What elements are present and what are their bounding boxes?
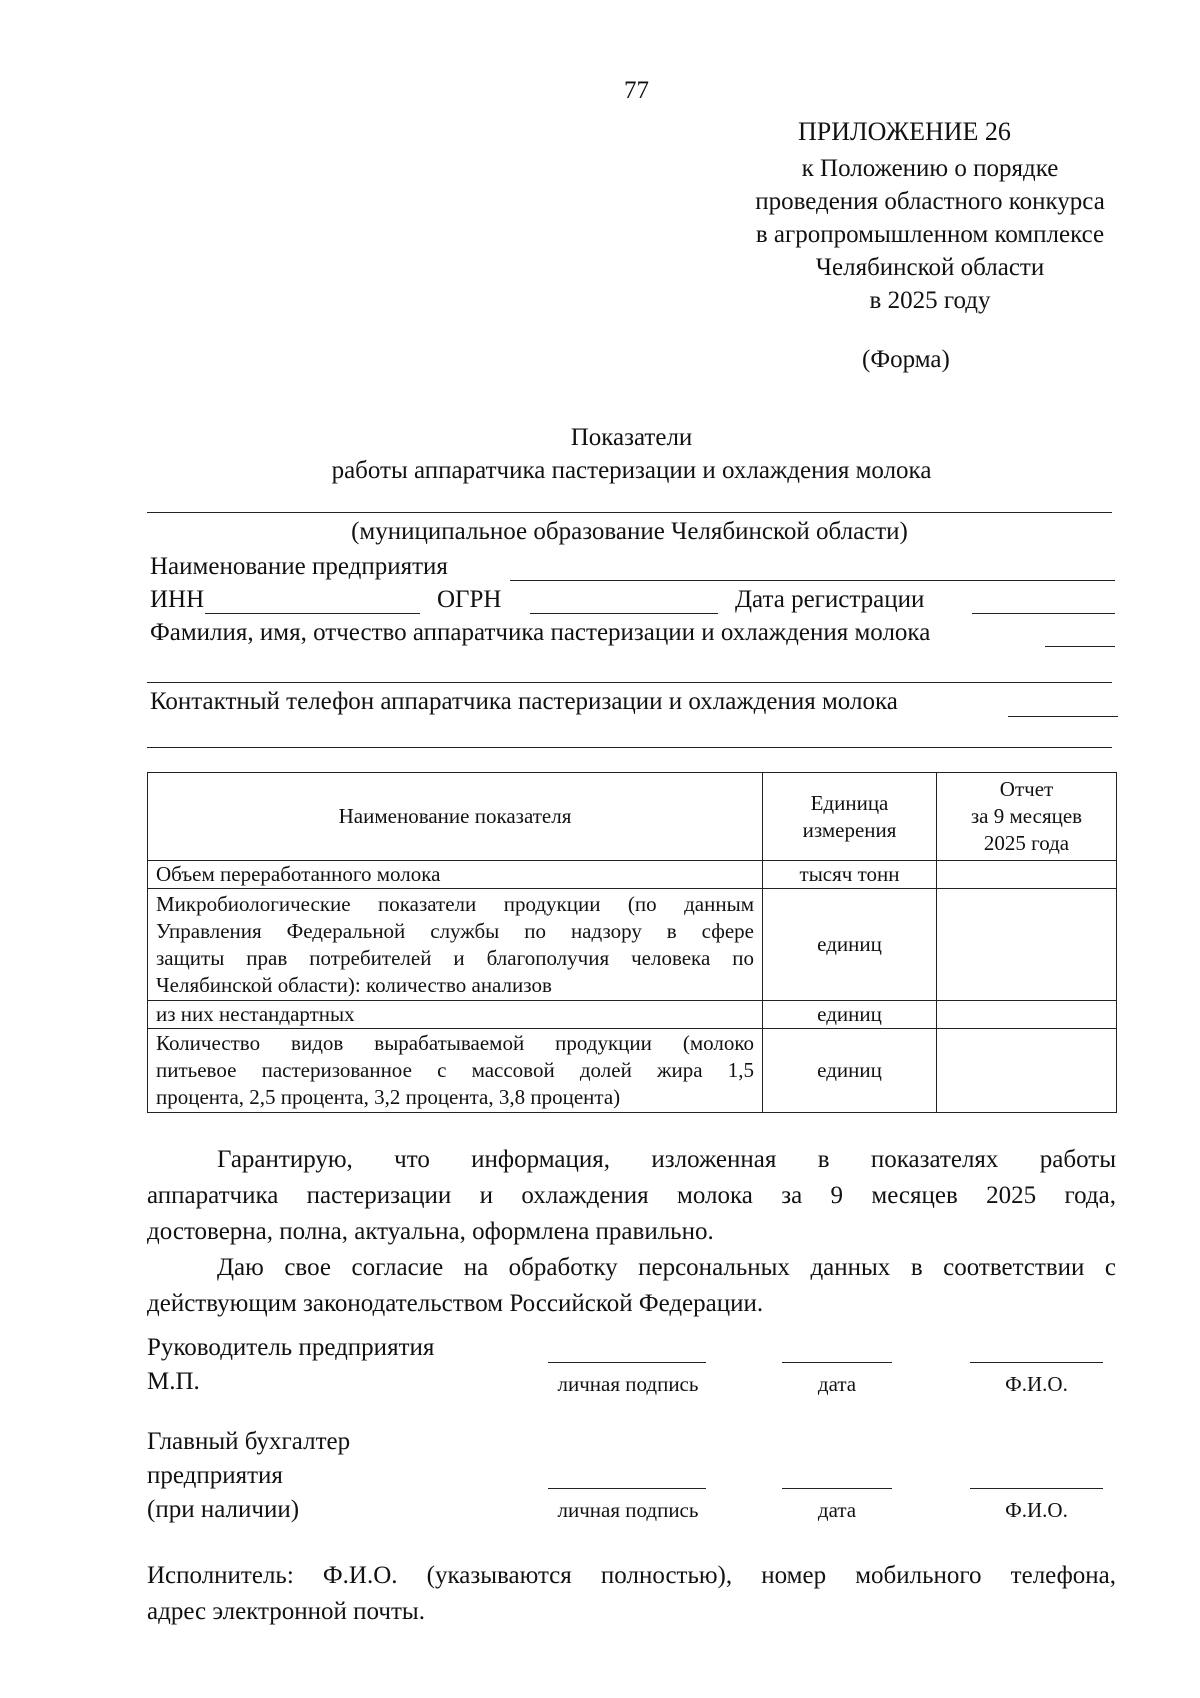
accountant-date-caption: дата [817, 1498, 857, 1522]
row-report-value-cell[interactable] [937, 1029, 1117, 1113]
header-unit-line: Единица [810, 790, 889, 815]
row-report-value-cell[interactable] [937, 1001, 1117, 1029]
consent-line: действующим законодательством Российской Федерации. [147, 1290, 764, 1317]
head-fio-caption: Ф.И.О. [1005, 1372, 1068, 1396]
chief-accountant-label-2: предприятия [147, 1462, 283, 1489]
appendix-line: проведения областного конкурса [755, 188, 1105, 215]
row-name-line: из них нестандартных [156, 1002, 355, 1026]
row-unit: единиц [763, 1029, 937, 1113]
accountant-signature-caption: личная подпись [557, 1498, 699, 1522]
heading-line: работы аппаратчика пастеризации и охлаждения молока [331, 457, 932, 484]
appendix-line: к Положению о порядке [801, 155, 1059, 182]
row-name-line: Челябинской области): количество анализов [156, 972, 552, 997]
guarantee-line: Гарантирую, что информация, изложенная в показателях работы [217, 1146, 1116, 1173]
header-report-line: Отчет [999, 777, 1054, 801]
table-row [148, 1001, 1117, 1029]
row-indicator-name [148, 1001, 763, 1029]
operator-phone-input-line[interactable] [1008, 716, 1118, 717]
ogrn-label: ОГРН [437, 586, 502, 613]
row-unit: тысяч тонн [763, 861, 937, 889]
municipality-caption: (муниципальное образование Челябинской области) [351, 518, 908, 545]
executor-line: адрес электронной почты. [147, 1598, 425, 1625]
row-indicator-name [148, 1029, 763, 1113]
appendix-line: в 2025 году [869, 287, 991, 314]
appendix-reference [700, 152, 1160, 317]
registration-date-input-line[interactable] [972, 613, 1115, 614]
appendix-line: Челябинской области [815, 254, 1045, 281]
row-name-line: Объем переработанного молока [156, 862, 441, 886]
row-indicator-name [148, 861, 763, 889]
accountant-signature-line[interactable] [548, 1488, 706, 1489]
operator-name-label: Фамилия, имя, отчество аппаратчика пастеризации и охлаждения молока [150, 619, 931, 646]
head-date-caption: дата [817, 1372, 857, 1396]
registration-date-label: Дата регистрации [735, 586, 925, 613]
head-date-line[interactable] [782, 1362, 892, 1363]
header-report [937, 773, 1117, 861]
row-report-value-cell[interactable] [937, 889, 1117, 1001]
row-unit: единиц [763, 889, 937, 1001]
header-report-line: за 9 месяцев [970, 804, 1083, 828]
inn-label: ИНН [150, 586, 205, 613]
accountant-fio-line[interactable] [970, 1488, 1103, 1489]
chief-accountant-label: Главный бухгалтер [147, 1428, 351, 1455]
table-row [148, 889, 1117, 1001]
row-name-line: процента, 2,5 процента, 3,2 процента, 3,8 процента) [156, 1085, 621, 1109]
table-header-row [148, 773, 1117, 861]
municipality-input-line[interactable] [147, 512, 1112, 513]
heading-line: Показатели [570, 424, 693, 451]
guarantee-line: аппаратчика пастеризации и охлаждения молока за 9 месяцев 2025 года, [147, 1182, 1116, 1209]
stamp-label: М.П. [147, 1368, 200, 1395]
head-signature-line[interactable] [548, 1362, 706, 1363]
indicators-table [147, 772, 1117, 1113]
row-name-line: защиты прав потребителей и благополучия человека по [156, 945, 754, 970]
row-name-line: Управления Федеральной службы по надзору в сфере [156, 918, 754, 943]
head-fio-line[interactable] [970, 1362, 1103, 1363]
operator-phone-label: Контактный телефон аппаратчика пастеризации и охлаждения молока [150, 688, 898, 715]
appendix-line: в агропромышленном комплексе [755, 221, 1105, 248]
header-report-line: 2025 года [983, 831, 1070, 855]
appendix-title: ПРИЛОЖЕНИЕ 26 [798, 117, 1011, 146]
form-label: (Форма) [862, 346, 950, 373]
operator-phone-input-line-2[interactable] [147, 747, 1112, 748]
accountant-fio-caption: Ф.И.О. [1005, 1498, 1068, 1522]
executor-line: Исполнитель: Ф.И.О. (указываются полностью), номер мобильного телефона, [147, 1562, 1116, 1589]
row-unit: единиц [763, 1001, 937, 1029]
head-of-enterprise-label: Руководитель предприятия [147, 1334, 435, 1361]
header-unit-line: измерения [802, 817, 897, 842]
operator-name-input-line[interactable] [1045, 646, 1115, 647]
header-indicator-name: Наименование показателя [148, 773, 763, 861]
guarantee-paragraph [147, 1142, 1116, 1322]
head-signature-caption: личная подпись [557, 1372, 699, 1396]
header-unit [763, 773, 937, 861]
table-row [148, 861, 1117, 889]
operator-name-input-line-2[interactable] [147, 682, 1112, 683]
row-name-line: Микробиологические показатели продукции (по данным [156, 891, 754, 916]
page-number: 77 [624, 77, 649, 104]
row-indicator-name [148, 889, 763, 1001]
table-row [148, 1029, 1117, 1113]
accountant-date-line[interactable] [782, 1488, 892, 1489]
guarantee-line: достоверна, полна, актуальна, оформлена правильно. [147, 1218, 714, 1245]
chief-accountant-label-3: (при наличии) [147, 1496, 300, 1523]
document-heading [147, 421, 1116, 487]
company-name-label: Наименование предприятия [150, 553, 448, 580]
consent-line: Даю свое согласие на обработку персональных данных в соответствии с [217, 1254, 1116, 1281]
company-name-input-line[interactable] [510, 580, 1115, 581]
ogrn-input-line[interactable] [530, 613, 718, 614]
row-name-line: питьевое пастеризованное с массовой долей жира 1,5 [156, 1058, 754, 1082]
executor-note [147, 1558, 1116, 1630]
row-name-line: Количество видов вырабатываемой продукции (молоко [156, 1031, 754, 1055]
row-report-value-cell[interactable] [937, 861, 1117, 889]
inn-input-line[interactable] [205, 613, 420, 614]
